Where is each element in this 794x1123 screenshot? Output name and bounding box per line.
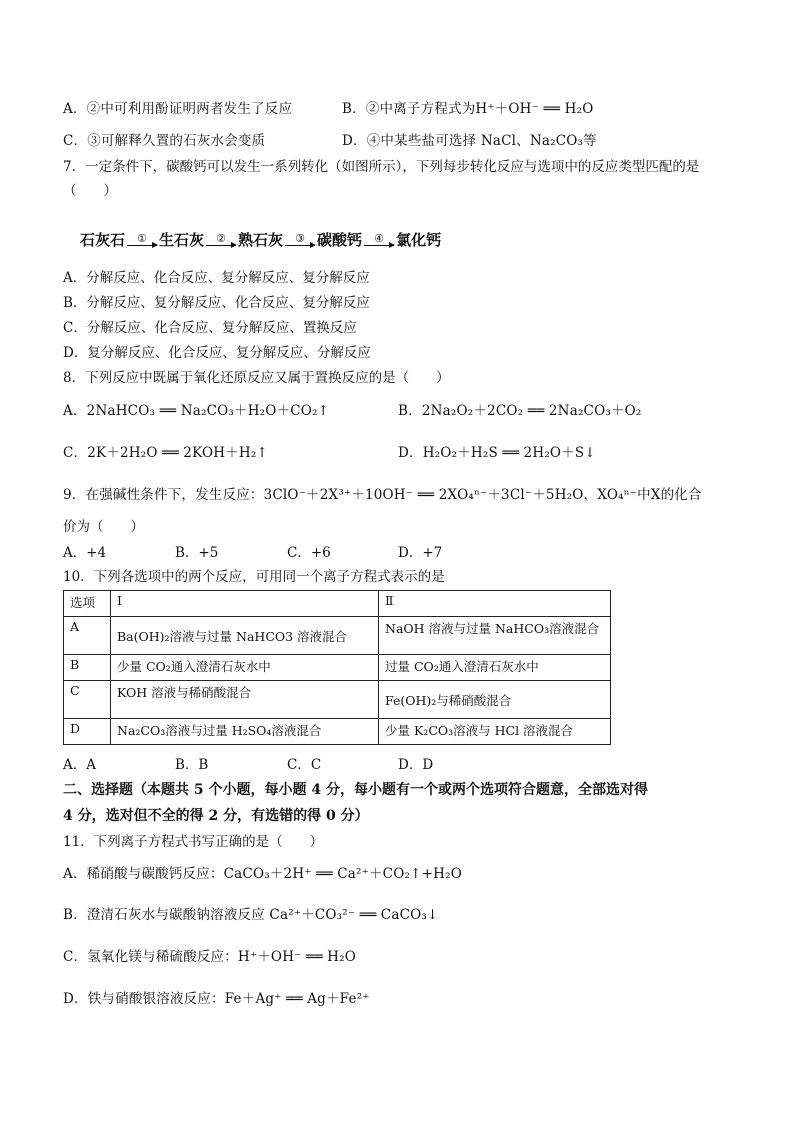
flow-arrow-4 xyxy=(364,233,394,246)
flow-arrow-1 xyxy=(127,233,157,246)
q8-option-a: A．2NaHCO₃ ══ Na₂CO₃＋H₂O＋CO₂↑ xyxy=(63,403,330,419)
q9-option-a: A．+4 xyxy=(63,545,107,561)
section-2-heading-cont: 4 分，选对但不全的得 2 分，有选错的得 0 分） xyxy=(63,808,369,824)
q9-option-c: C．+6 xyxy=(287,545,331,561)
q7-option-d: D．复分解反应、化合反应、复分解反应、分解反应 xyxy=(63,345,371,361)
q10-option-c: C．C xyxy=(287,757,322,773)
arrow-label-4: ④ xyxy=(374,232,384,245)
cell-i: 少量 CO₂通入澄清石灰水中 xyxy=(111,655,379,681)
header-option: 选项 xyxy=(64,591,111,617)
q8-option-b: B．2Na₂O₂＋2CO₂ ══ 2Na₂CO₃＋O₂ xyxy=(398,403,642,419)
q11-stem: 11．下列离子方程式书写正确的是（ ） xyxy=(63,834,324,850)
row-label: B xyxy=(64,655,111,681)
q10-table xyxy=(63,590,611,745)
table-row xyxy=(64,719,611,745)
q8-option-d: D．H₂O₂＋H₂S ══ 2H₂O＋S↓ xyxy=(398,445,596,461)
table-row xyxy=(64,681,611,719)
q10-option-a: A．A xyxy=(63,757,96,773)
flow-arrow-2 xyxy=(206,233,236,246)
section-2-heading: 二、选择题（本题共 5 个小题，每小题 4 分，每小题有一个或两个选项符合题意，全部选对得 xyxy=(63,782,648,798)
q9-stem: 9．在强碱性条件下，发生反应：3ClO⁻＋2X³⁺＋10OH⁻ ══ 2XO₄ⁿ⁻＋3Cl⁻＋5H₂O，XO₄ⁿ⁻中X的化合 xyxy=(63,487,702,503)
cell-i: Na₂CO₃溶液与过量 H₂SO₄溶液混合 xyxy=(111,719,379,745)
q8-stem: 8．下列反应中既属于氧化还原反应又属于置换反应的是（ ） xyxy=(63,370,450,386)
flow-node-2: 生石灰 xyxy=(159,231,205,249)
q7-option-a: A．分解反应、化合反应、复分解反应、复分解反应 xyxy=(63,270,370,286)
table-header-row xyxy=(64,591,611,617)
header-i: Ⅰ xyxy=(111,591,379,617)
q10-stem: 10．下列各选项中的两个反应，可用同一个离子方程式表示的是 xyxy=(63,569,445,585)
flow-node-1: 石灰石 xyxy=(80,231,126,249)
q7-stem: 7．一定条件下，碳酸钙可以发生一系列转化（如图所示），下列每步转化反应与选项中的反应类型匹配的是 xyxy=(63,159,700,175)
q7-paren: （ ） xyxy=(63,183,117,199)
q6-option-a: A．②中可利用酚证明两者发生了反应 xyxy=(63,101,293,117)
row-label: A xyxy=(64,617,111,655)
q8-option-c: C．2K＋2H₂O ══ 2KOH＋H₂↑ xyxy=(63,445,269,461)
q11-option-a: A．稀硝酸与碳酸钙反应：CaCO₃＋2H⁺ ══ Ca²⁺＋CO₂↑+H₂O xyxy=(63,866,462,882)
q10-option-b: B．B xyxy=(175,757,209,773)
flow-node-3: 熟石灰 xyxy=(238,231,284,249)
header-ii: Ⅱ xyxy=(379,591,611,617)
cell-i: KOH 溶液与稀硝酸混合 xyxy=(111,681,379,719)
q6-option-b: B．②中离子方程式为H⁺＋OH⁻ ══ H₂O xyxy=(342,101,594,117)
cell-ii: 过量 CO₂通入澄清石灰水中 xyxy=(379,655,611,681)
q9-option-d: D．+7 xyxy=(398,545,443,561)
q6-option-c: C．③可解释久置的石灰水会变质 xyxy=(63,133,266,149)
q10-option-d: D．D xyxy=(398,757,434,773)
table-row xyxy=(64,655,611,681)
q9-stem-cont: 价为（ ） xyxy=(63,519,144,535)
q7-option-c: C．分解反应、化合反应、复分解反应、置换反应 xyxy=(63,320,357,336)
q11-option-c: C．氢氧化镁与稀硫酸反应：H⁺＋OH⁻ ══ H₂O xyxy=(63,949,356,965)
q7-option-b: B．分解反应、复分解反应、化合反应、复分解反应 xyxy=(63,295,370,311)
q11-option-d: D．铁与硝酸银溶液反应：Fe＋Ag⁺ ══ Ag＋Fe²⁺ xyxy=(63,991,370,1007)
arrow-label-3: ③ xyxy=(295,232,305,245)
cell-ii: NaOH 溶液与过量 NaHCO₃溶液混合 xyxy=(379,617,611,655)
flow-node-5: 氯化钙 xyxy=(396,231,442,249)
row-label: D xyxy=(64,719,111,745)
flow-node-4: 碳酸钙 xyxy=(317,231,363,249)
arrow-label-1: ① xyxy=(137,232,147,245)
cell-ii: 少量 K₂CO₃溶液与 HCl 溶液混合 xyxy=(379,719,611,745)
q7-conversion-diagram xyxy=(80,229,441,250)
q9-option-b: B．+5 xyxy=(175,545,219,561)
cell-i: Ba(OH)₂溶液与过量 NaHCO3 溶液混合 xyxy=(111,617,379,655)
q6-option-d: D．④中某些盐可选择 NaCl、Na₂CO₃等 xyxy=(342,133,597,149)
flow-arrow-3 xyxy=(285,233,315,246)
arrow-label-2: ② xyxy=(216,232,226,245)
cell-ii: Fe(OH)₂与稀硝酸混合 xyxy=(379,681,611,719)
table-row xyxy=(64,617,611,655)
q11-option-b: B．澄清石灰水与碳酸钠溶液反应 Ca²⁺＋CO₃²⁻ ══ CaCO₃↓ xyxy=(63,907,439,923)
row-label: C xyxy=(64,681,111,719)
